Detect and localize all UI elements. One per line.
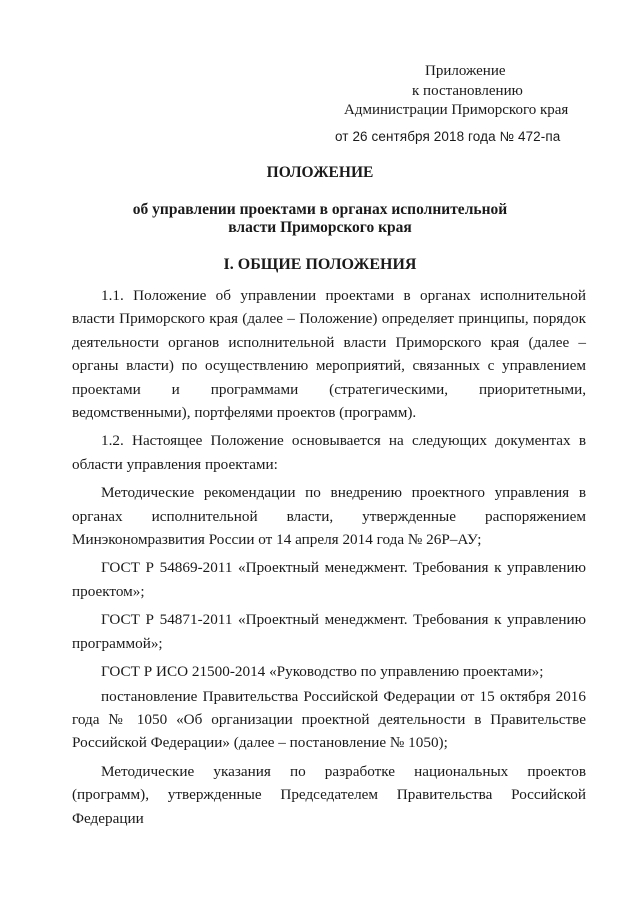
paragraph-gost-54871: ГОСТ Р 54871-2011 «Проектный менеджмент. Требования к управлению программой»; [72, 611, 586, 652]
paragraph-gost-iso-21500: ГОСТ Р ИСО 21500-2014 «Руководство по управлению проектами»; [101, 663, 544, 681]
annex-date-number: от 26 сентября 2018 года № 472-па [335, 128, 561, 144]
paragraph-resolution-1050: постановление Правительства Российской Федерации от 15 октября 2016 года № 1050 «Об организации проектной деятельности в Правительстве Российской Федерации» (далее – постановление № 1050); [72, 687, 586, 752]
document-body [72, 284, 586, 835]
annex-authority: Администрации Приморского края [344, 102, 569, 118]
section-heading: I. ОБЩИЕ ПОЛОЖЕНИЯ [223, 256, 417, 273]
paragraph-methodical-recommendations: Методические рекомендации по внедрению проектного управления в органах исполнительной власти, утвержденные распоряжением Минэкономразвития России от 14 апреля 2014 года № 26Р–АУ; [72, 484, 586, 549]
paragraph-gost-54869: ГОСТ Р 54869-2011 «Проектный менеджмент. Требования к управлению проектом»; [72, 559, 586, 600]
document-subtitle-line-2: власти Приморского края [228, 219, 412, 236]
annex-label: Приложение [425, 63, 506, 79]
paragraph-1-2: 1.2. Настоящее Положение основывается на следующих документах в области управления проектами: [72, 432, 586, 473]
annex-reference: к постановлению [412, 82, 523, 99]
paragraph-1-1: 1.1. Положение об управлении проектами в органах исполнительной власти Приморского края (далее – Положение) определяет принципы, порядок деятельности органов исполнительной власти Приморского края (далее – органы власти) по осуществлению мероприятий, связанных с управлением проектами и программами (стратегическими, приоритетными, ведомственными), портфелями проектов (программ). [72, 287, 586, 422]
document-title: ПОЛОЖЕНИЕ [266, 164, 374, 181]
annex-block [330, 62, 600, 146]
document-subtitle-line-1: об управлении проектами в органах исполнительной [132, 201, 508, 218]
paragraph-methodical-instructions: Методические указания по разработке национальных проектов (программ), утвержденные Председателем Правительства Российской Федерации [72, 762, 586, 827]
